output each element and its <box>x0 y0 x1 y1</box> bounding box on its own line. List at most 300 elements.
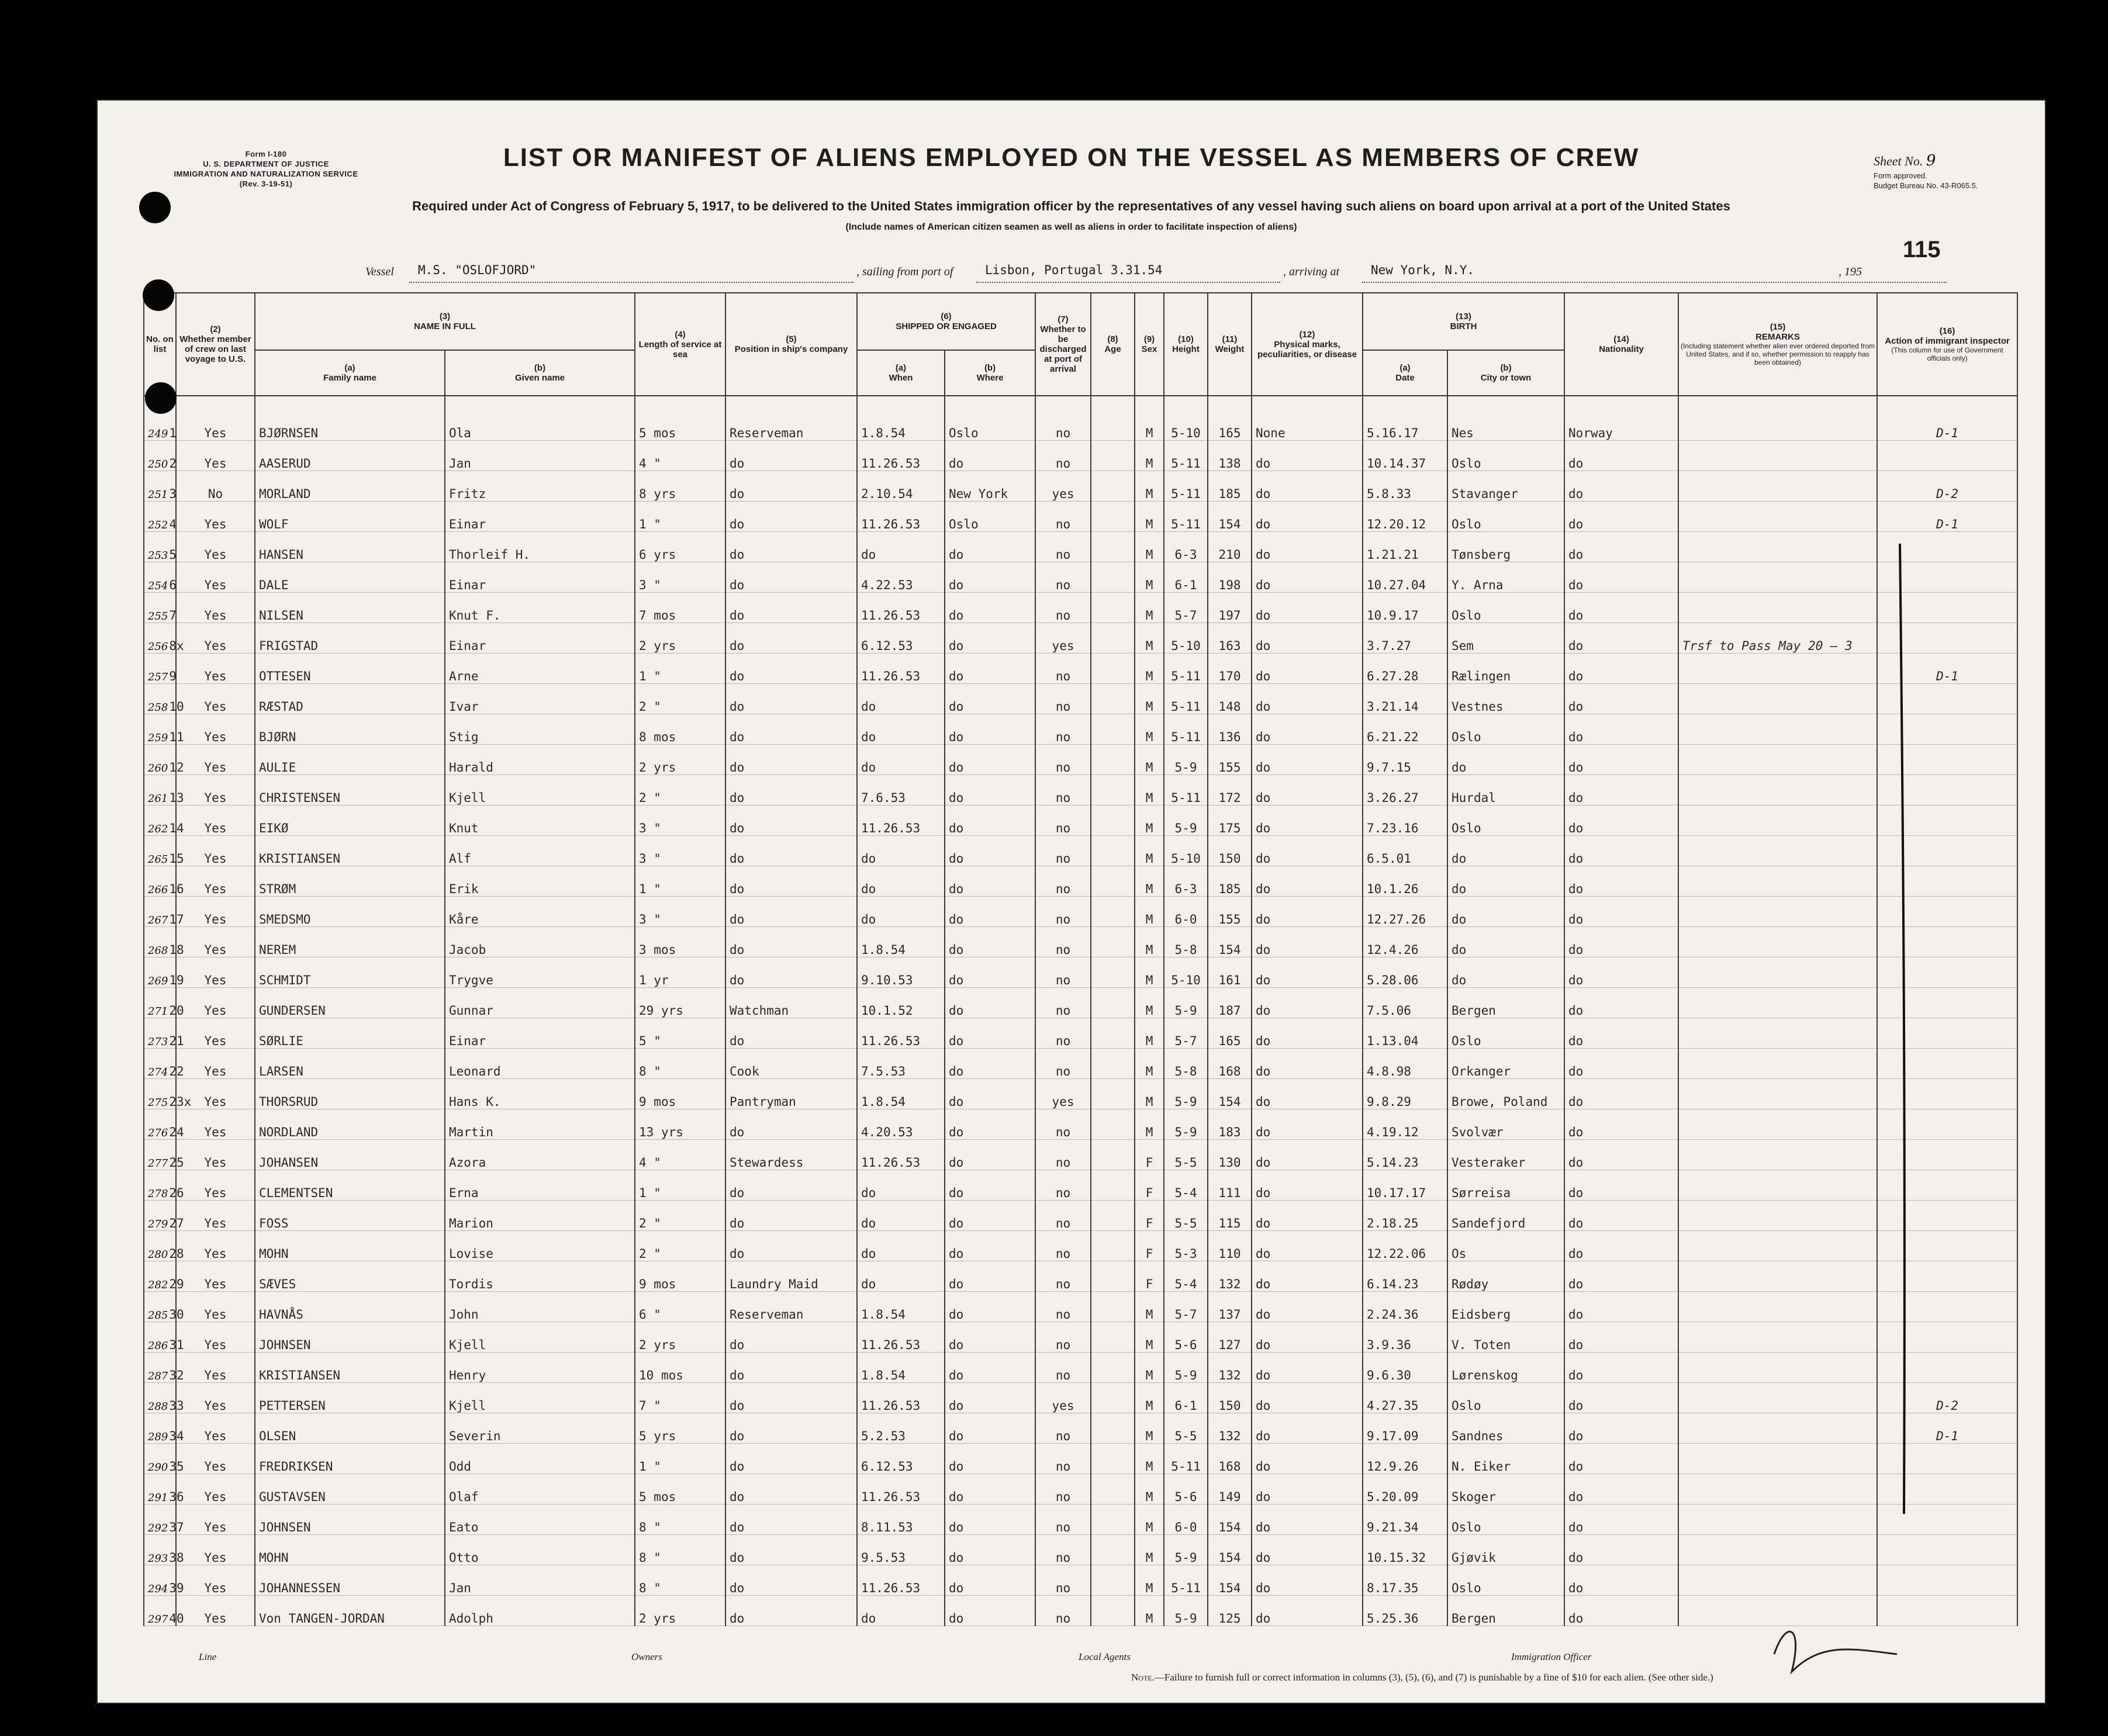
cell-where: Oslo <box>945 502 1035 532</box>
cell-where: do <box>945 1231 1035 1261</box>
cell-weight: 187 <box>1208 988 1252 1018</box>
list-number: 33 <box>169 1399 184 1413</box>
cell-no <box>144 745 184 775</box>
cell-remarks <box>1678 441 1877 471</box>
cell-service: 8 " <box>635 1049 725 1079</box>
list-number: 39 <box>169 1581 184 1595</box>
cell-marks: do <box>1252 593 1363 623</box>
cell-action <box>1877 988 2017 1018</box>
cell-no <box>144 1261 184 1292</box>
cell-where: do <box>945 1535 1035 1565</box>
cell-age <box>1091 988 1135 1018</box>
cell-crew: Yes <box>176 502 255 532</box>
cell-where: do <box>945 1049 1035 1079</box>
cell-where: do <box>945 897 1035 927</box>
cell-where: do <box>945 1201 1035 1231</box>
cell-height: 5-5 <box>1164 1413 1208 1444</box>
cell-service: 8 " <box>635 1535 725 1565</box>
cell-weight: 154 <box>1208 1505 1252 1535</box>
cell-bplace: Tønsberg <box>1447 532 1564 562</box>
header-num: (15) <box>1770 322 1786 332</box>
cell-bdate: 4.19.12 <box>1363 1109 1447 1140</box>
table-row <box>144 897 2017 927</box>
cell-given: Alf <box>445 836 635 866</box>
cell-no <box>144 1565 184 1596</box>
cell-family: OTTESEN <box>255 653 445 684</box>
sailing-label: , sailing from port of <box>856 265 953 278</box>
cell-bplace: Svolvær <box>1447 1109 1564 1140</box>
cell-no <box>144 471 176 502</box>
header-num: (11) <box>1222 334 1238 344</box>
cell-service: 7 " <box>635 1383 725 1413</box>
cell-height: 6-0 <box>1164 897 1208 927</box>
table-row <box>144 1140 2017 1170</box>
cell-crew: Yes <box>176 897 255 927</box>
cell-bdate: 5.28.06 <box>1363 957 1447 988</box>
handwritten-line-number: 257 <box>148 671 168 683</box>
cell-sex: M <box>1135 927 1164 957</box>
cell-action <box>1877 1231 2017 1261</box>
table-row <box>144 1231 2017 1261</box>
cell-weight: 138 <box>1208 441 1252 471</box>
cell-bdate: 4.27.35 <box>1363 1383 1447 1413</box>
cell-marks: do <box>1252 1231 1363 1261</box>
cell-family: EIKØ <box>255 805 445 836</box>
handwritten-line-number: 293 <box>148 1552 168 1565</box>
cell-crew: Yes <box>176 653 255 684</box>
cell-bplace: do <box>1447 927 1564 957</box>
cell-where: do <box>945 836 1035 866</box>
table-row <box>144 1505 2017 1535</box>
cell-age <box>1091 1170 1135 1201</box>
cell-sex: M <box>1135 1565 1164 1596</box>
cell-family: MORLAND <box>255 471 445 502</box>
list-number: 16 <box>169 882 184 896</box>
cell-remarks <box>1678 593 1877 623</box>
list-number: 38 <box>169 1551 184 1565</box>
cell-no <box>144 1353 184 1383</box>
header-sex <box>1135 293 1164 396</box>
list-number: 15 <box>169 852 184 866</box>
cell-age <box>1091 805 1135 836</box>
list-number: 5 <box>169 548 177 562</box>
arriving-value: New York, N.Y. <box>1371 263 1475 277</box>
cell-family: SØRLIE <box>255 1018 445 1049</box>
cell-weight: 198 <box>1208 562 1252 593</box>
cell-age <box>1091 441 1135 471</box>
cell-weight: 185 <box>1208 471 1252 502</box>
cell-sex: M <box>1135 623 1164 653</box>
punch-hole <box>139 192 171 223</box>
cell-sex: M <box>1135 471 1164 502</box>
cell-no <box>144 957 184 988</box>
cell-discharge: yes <box>1035 1383 1091 1413</box>
cell-bdate: 12.9.26 <box>1363 1444 1447 1474</box>
cell-bplace: do <box>1447 836 1564 866</box>
cell-family: MOHN <box>255 1535 445 1565</box>
cell-when: 10.1.52 <box>857 988 945 1018</box>
cell-crew: Yes <box>176 562 255 593</box>
cell-discharge: no <box>1035 805 1091 836</box>
cell-sex: M <box>1135 866 1164 897</box>
cell-age <box>1091 1292 1135 1322</box>
cell-remarks <box>1678 1292 1877 1322</box>
cell-where: do <box>945 745 1035 775</box>
cell-crew: Yes <box>176 1383 255 1413</box>
cell-bplace: Os <box>1447 1231 1564 1261</box>
cell-bplace: Sandnes <box>1447 1413 1564 1444</box>
table-row <box>144 562 2017 593</box>
cell-where: do <box>945 1413 1035 1444</box>
cell-discharge: no <box>1035 1413 1091 1444</box>
cell-weight: 132 <box>1208 1353 1252 1383</box>
list-number: 31 <box>169 1338 184 1352</box>
handwritten-line-number: 291 <box>148 1492 168 1504</box>
cell-service: 3 " <box>635 897 725 927</box>
list-number: 8x <box>169 639 184 653</box>
cell-height: 5-4 <box>1164 1261 1208 1292</box>
cell-action <box>1877 1505 2017 1535</box>
handwritten-line-number: 261 <box>148 793 168 805</box>
cell-sex: M <box>1135 396 1164 441</box>
cell-position: do <box>725 1474 857 1505</box>
cell-action <box>1877 1474 2017 1505</box>
cell-remarks <box>1678 1353 1877 1383</box>
cell-marks: do <box>1252 805 1363 836</box>
cell-given: Knut <box>445 805 635 836</box>
cell-given: Ola <box>445 396 635 441</box>
cell-bdate: 5.16.17 <box>1363 396 1447 441</box>
list-number: 6 <box>169 578 177 592</box>
revision: (Rev. 3-19-51) <box>239 179 293 188</box>
cell-service: 2 " <box>635 775 725 805</box>
header-num: (9) <box>1143 334 1155 344</box>
header-nationality <box>1564 293 1678 396</box>
cell-height: 5-9 <box>1164 805 1208 836</box>
cell-given: Einar <box>445 1018 635 1049</box>
cell-crew: Yes <box>176 1535 255 1565</box>
cell-when: 11.26.53 <box>857 1140 945 1170</box>
cell-remarks <box>1678 988 1877 1018</box>
cell-family: WOLF <box>255 502 445 532</box>
cell-given: Jacob <box>445 927 635 957</box>
cell-where: do <box>945 1170 1035 1201</box>
header-num: (5) <box>786 334 797 344</box>
cell-crew: Yes <box>176 805 255 836</box>
cell-no <box>144 623 184 653</box>
cell-bdate: 3.9.36 <box>1363 1322 1447 1353</box>
cell-age <box>1091 684 1135 714</box>
list-number: 19 <box>169 973 184 987</box>
cell-age <box>1091 836 1135 866</box>
cell-bdate: 3.7.27 <box>1363 623 1447 653</box>
cell-given: Azora <box>445 1140 635 1170</box>
cell-given: Harald <box>445 745 635 775</box>
cell-when: do <box>857 1170 945 1201</box>
cell-action <box>1877 1353 2017 1383</box>
handwritten-line-number: 288 <box>148 1400 168 1413</box>
cell-nationality: do <box>1564 1535 1678 1565</box>
table-row <box>144 957 2017 988</box>
cell-family: KRISTIANSEN <box>255 836 445 866</box>
table-row <box>144 1474 2017 1505</box>
cell-position: do <box>725 714 857 745</box>
cell-where: do <box>945 532 1035 562</box>
cell-marks: do <box>1252 1413 1363 1444</box>
cell-crew: Yes <box>176 1018 255 1049</box>
cell-weight: 163 <box>1208 623 1252 653</box>
cell-sex: M <box>1135 836 1164 866</box>
subnote: (Include names of American citizen seamen as well as aliens in order to facilitate inspection of aliens) <box>845 222 1297 232</box>
cell-service: 4 " <box>635 441 725 471</box>
cell-family: SCHMIDT <box>255 957 445 988</box>
cell-discharge: yes <box>1035 623 1091 653</box>
cell-action <box>1877 1140 2017 1170</box>
cell-bdate: 10.14.37 <box>1363 441 1447 471</box>
cell-crew: Yes <box>176 988 255 1018</box>
cell-action <box>1877 836 2017 866</box>
list-number: 18 <box>169 943 184 957</box>
handwritten-line-number: 290 <box>148 1461 168 1474</box>
cell-weight: 197 <box>1208 593 1252 623</box>
cell-where: do <box>945 957 1035 988</box>
cell-when: 11.26.53 <box>857 1474 945 1505</box>
cell-when: 8.11.53 <box>857 1505 945 1535</box>
cell-bdate: 3.21.14 <box>1363 684 1447 714</box>
cell-bdate: 8.17.35 <box>1363 1565 1447 1596</box>
cell-position: do <box>725 1231 857 1261</box>
cell-where: Oslo <box>945 396 1035 441</box>
cell-weight: 154 <box>1208 502 1252 532</box>
cell-discharge: no <box>1035 988 1091 1018</box>
cell-age <box>1091 1535 1135 1565</box>
cell-age <box>1091 593 1135 623</box>
cell-age <box>1091 1353 1135 1383</box>
list-number: 12 <box>169 760 184 774</box>
cell-bdate: 7.23.16 <box>1363 805 1447 836</box>
arriving-underline <box>1362 282 1947 283</box>
cell-discharge: no <box>1035 897 1091 927</box>
cell-family: BJØRN <box>255 714 445 745</box>
cell-nationality: do <box>1564 957 1678 988</box>
cell-marks: do <box>1252 988 1363 1018</box>
header-service <box>635 293 725 396</box>
handwritten-line-number: 262 <box>148 823 168 835</box>
cell-nationality: do <box>1564 927 1678 957</box>
cell-action <box>1877 927 2017 957</box>
cell-given: Thorleif H. <box>445 532 635 562</box>
handwritten-line-number: 287 <box>148 1370 168 1382</box>
cell-no <box>144 1018 184 1049</box>
cell-family: JOHANSEN <box>255 1140 445 1170</box>
cell-position: do <box>725 927 857 957</box>
cell-marks: do <box>1252 1292 1363 1322</box>
vessel-label: Vessel <box>365 265 394 278</box>
cell-discharge: no <box>1035 653 1091 684</box>
cell-height: 5-9 <box>1164 1109 1208 1140</box>
cell-age <box>1091 714 1135 745</box>
cell-remarks: Trsf to Pass May 20 — 3 <box>1678 623 1877 653</box>
cell-height: 5-10 <box>1164 396 1208 441</box>
cell-weight: 111 <box>1208 1170 1252 1201</box>
cell-where: do <box>945 1505 1035 1535</box>
header-no: No. on list <box>144 293 176 396</box>
cell-where: do <box>945 562 1035 593</box>
cell-bplace: Hurdal <box>1447 775 1564 805</box>
cell-no <box>144 1231 184 1261</box>
cell-position: do <box>725 1444 857 1474</box>
handwritten-line-number: 258 <box>148 701 168 714</box>
cell-age <box>1091 927 1135 957</box>
cell-bplace: Vesteraker <box>1447 1140 1564 1170</box>
cell-crew: Yes <box>176 1109 255 1140</box>
cell-marks: do <box>1252 866 1363 897</box>
cell-height: 5-8 <box>1164 927 1208 957</box>
cell-discharge: no <box>1035 502 1091 532</box>
sailing-underline <box>976 282 1280 283</box>
table-row <box>144 684 2017 714</box>
handwritten-line-number: 251 <box>148 489 168 501</box>
cell-sex: F <box>1135 1201 1164 1231</box>
cell-crew: Yes <box>176 1413 255 1444</box>
header-num: (2) <box>210 324 221 334</box>
cell-nationality: do <box>1564 623 1678 653</box>
cell-sex: M <box>1135 1049 1164 1079</box>
header-text: Sex <box>1141 344 1157 354</box>
punch-hole <box>143 279 174 311</box>
table-row <box>144 927 2017 957</box>
cell-position: do <box>725 957 857 988</box>
cell-position: do <box>725 471 857 502</box>
cell-height: 5-5 <box>1164 1201 1208 1231</box>
cell-height: 5-9 <box>1164 1079 1208 1109</box>
cell-service: 8 " <box>635 1505 725 1535</box>
department: U. S. DEPARTMENT OF JUSTICE <box>203 160 329 168</box>
cell-position: do <box>725 866 857 897</box>
cell-no <box>144 988 184 1018</box>
cell-sex: M <box>1135 714 1164 745</box>
cell-no <box>144 897 184 927</box>
cell-given: Einar <box>445 502 635 532</box>
cell-where: do <box>945 623 1035 653</box>
cell-no <box>144 1201 184 1231</box>
list-number: 11 <box>169 730 184 744</box>
footer-line-label: Line <box>199 1651 217 1662</box>
cell-given: Jan <box>445 441 635 471</box>
cell-bplace: Oslo <box>1447 1565 1564 1596</box>
arriving-label: , arriving at <box>1283 265 1340 278</box>
cell-nationality: do <box>1564 1596 1678 1626</box>
cell-discharge: no <box>1035 562 1091 593</box>
handwritten-line-number: 278 <box>148 1188 168 1200</box>
list-number: 35 <box>169 1460 184 1474</box>
cell-crew: Yes <box>176 714 255 745</box>
cell-bdate: 5.14.23 <box>1363 1140 1447 1170</box>
cell-given: Marion <box>445 1201 635 1231</box>
cell-service: 3 " <box>635 805 725 836</box>
cell-no <box>144 1505 184 1535</box>
cell-height: 6-0 <box>1164 1505 1208 1535</box>
crew-rows <box>144 396 2017 1626</box>
header-num: (13) <box>1456 312 1471 321</box>
cell-given: Lovise <box>445 1231 635 1261</box>
cell-nationality: do <box>1564 1140 1678 1170</box>
cell-given: Odd <box>445 1444 635 1474</box>
cell-family: STRØM <box>255 866 445 897</box>
cell-weight: 165 <box>1208 396 1252 441</box>
cell-marks: do <box>1252 1535 1363 1565</box>
header-given-name: (b) Given name <box>445 350 635 396</box>
cell-height: 5-8 <box>1164 1049 1208 1079</box>
cell-action <box>1877 714 2017 745</box>
manifest-sheet <box>96 99 2046 1704</box>
cell-weight: 165 <box>1208 1018 1252 1049</box>
table-row <box>144 745 2017 775</box>
cell-height: 5-10 <box>1164 623 1208 653</box>
header-birth-city: (b) City or town <box>1447 350 1564 396</box>
cell-age <box>1091 623 1135 653</box>
cell-nationality: do <box>1564 897 1678 927</box>
cell-bplace: Sem <box>1447 623 1564 653</box>
cell-nationality: do <box>1564 1444 1678 1474</box>
cell-service: 5 " <box>635 1018 725 1049</box>
cell-crew: Yes <box>176 745 255 775</box>
cell-bplace: do <box>1447 745 1564 775</box>
cell-nationality: do <box>1564 1505 1678 1535</box>
cell-crew: Yes <box>176 775 255 805</box>
cell-no <box>144 927 184 957</box>
cell-marks: do <box>1252 471 1363 502</box>
table-row <box>144 1322 2017 1353</box>
cell-nationality: do <box>1564 653 1678 684</box>
cell-service: 4 " <box>635 1140 725 1170</box>
list-number: 20 <box>169 1004 184 1018</box>
footer-owners-label: Owners <box>631 1651 662 1662</box>
cell-nationality: do <box>1564 1261 1678 1292</box>
cell-service: 13 yrs <box>635 1109 725 1140</box>
cell-discharge: no <box>1035 1049 1091 1079</box>
cell-nationality: Norway <box>1564 396 1678 441</box>
cell-remarks <box>1678 745 1877 775</box>
cell-discharge: no <box>1035 957 1091 988</box>
cell-bplace: Sørreisa <box>1447 1170 1564 1201</box>
cell-discharge: no <box>1035 745 1091 775</box>
cell-age <box>1091 1261 1135 1292</box>
cell-weight: 115 <box>1208 1201 1252 1231</box>
handwritten-line-number: 266 <box>148 884 168 896</box>
cell-when: 5.2.53 <box>857 1413 945 1444</box>
cell-sex: M <box>1135 593 1164 623</box>
cell-marks: do <box>1252 441 1363 471</box>
cell-weight: 154 <box>1208 1535 1252 1565</box>
list-number: 26 <box>169 1186 184 1200</box>
cell-remarks <box>1678 805 1877 836</box>
cell-weight: 154 <box>1208 1079 1252 1109</box>
cell-nationality: do <box>1564 684 1678 714</box>
cell-when: 11.26.53 <box>857 1565 945 1596</box>
cell-where: do <box>945 805 1035 836</box>
cell-bdate: 6.5.01 <box>1363 836 1447 866</box>
cell-when: 11.26.53 <box>857 1322 945 1353</box>
cell-action <box>1877 805 2017 836</box>
table-row <box>144 593 2017 623</box>
cell-sex: M <box>1135 897 1164 927</box>
cell-height: 5-4 <box>1164 1170 1208 1201</box>
cell-given: Fritz <box>445 471 635 502</box>
cell-service: 2 " <box>635 684 725 714</box>
table-row <box>144 1353 2017 1383</box>
cell-height: 5-11 <box>1164 502 1208 532</box>
